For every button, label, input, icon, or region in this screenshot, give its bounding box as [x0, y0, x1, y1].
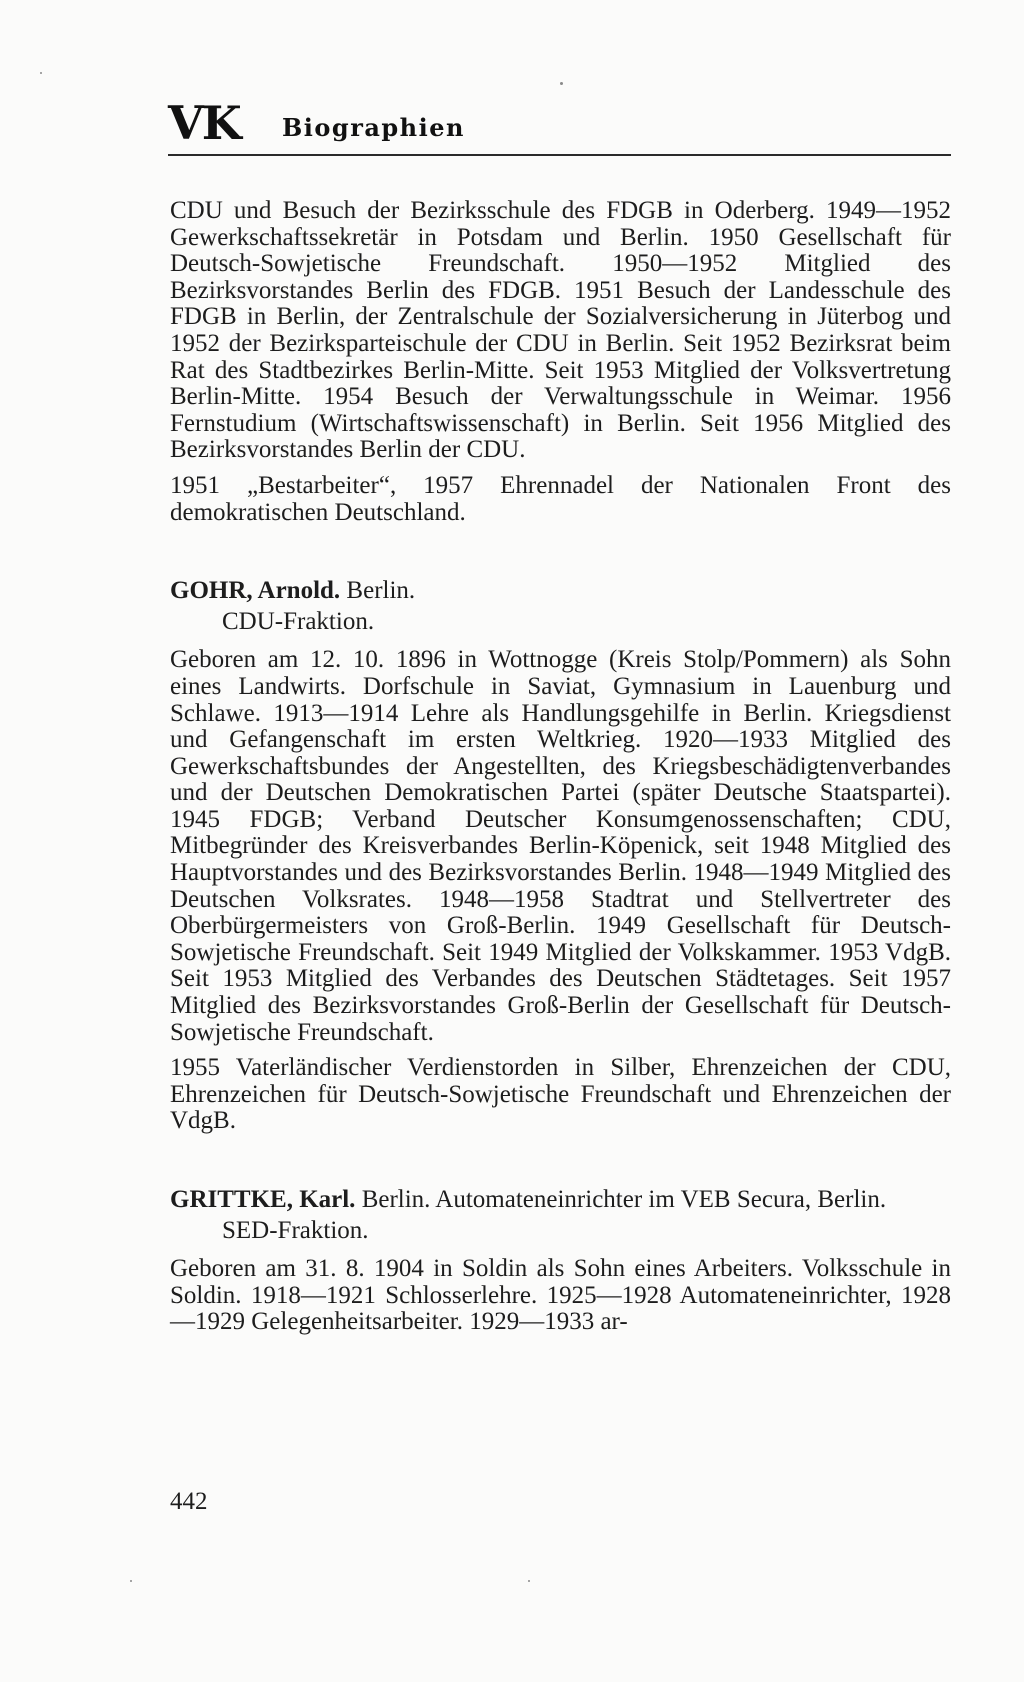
page-number: 442	[170, 1488, 208, 1515]
section-title: Biographien	[282, 113, 465, 142]
entry-heading	[170, 578, 951, 605]
section-logo: VK	[168, 96, 240, 150]
continued-awards-paragraph: 1951 „Bestarbeiter“, 1957 Ehrennadel der Nationalen Front des demokratischen Deutschland.	[170, 471, 951, 526]
biography-entry-grittke	[170, 1187, 951, 1336]
biography-entry-gohr	[170, 578, 951, 1135]
paper-speck	[40, 72, 42, 74]
entry-paragraph: Geboren am 31. 8. 1904 in Soldin als Sohn eines Arbeiters. Volksschule in Soldin. 1918—1921 Schlosserlehre. 1925—1928 Automateneinrichter, 1928—1929 Gelegenheitsarbeiter. 1929—1933 ar-	[170, 1255, 951, 1336]
entry-name: GRITTKE, Karl.	[170, 1186, 356, 1213]
paper-speck	[528, 1580, 530, 1582]
paper-speck	[560, 82, 563, 85]
entry-fraction: SED-Fraktion.	[222, 1216, 369, 1244]
continued-entry	[170, 198, 951, 526]
page-content	[170, 198, 951, 1345]
entry-details: Berlin. Automateneinrichter im VEB Secura, Berlin.	[361, 1186, 887, 1213]
entry-details: Berlin.	[346, 577, 416, 605]
paper-speck	[130, 1580, 132, 1582]
header-rule	[168, 154, 951, 156]
running-header	[168, 96, 951, 156]
continued-paragraph: CDU und Besuch der Bezirksschule des FDGB in Oderberg. 1949—1952 Gewerkschaftssekretär in Potsdam und Berlin. 1950 Gesellschaft für Deutsch-Sowjetische Freundschaft. 1950—1952 Mitglied des Bezirksvorstandes Berlin des FDGB. 1951 Besuch der Landesschule des FDGB in Berlin, der Zentralschule der Sozialversicherung in Jüterbog und 1952 der Bezirksparteischule der CDU in Berlin. Seit 1952 Bezirksrat beim Rat des Stadtbezirkes Berlin-Mitte. Seit 1953 Mitglied der Volksvertretung Berlin-Mitte. 1954 Besuch der Verwaltungsschule in Weimar. 1956 Fernstudium (Wirtschaftswissenschaft) in Berlin. Seit 1956 Mitglied des Bezirksvorstandes Berlin der CDU.	[170, 197, 951, 464]
entry-awards-paragraph: 1955 Vaterländischer Verdienstorden in Silber, Ehrenzeichen der CDU, Ehrenzeichen für Deutsch-Sowjetische Freundschaft und Ehrenzeichen der VdgB.	[170, 1054, 951, 1135]
entry-heading	[170, 1187, 951, 1214]
entry-name: GOHR, Arnold.	[170, 577, 341, 605]
entry-paragraph: Geboren am 12. 10. 1896 in Wottnogge (Kreis Stolp/Pommern) als Sohn eines Landwirts. Dorfschule in Saviat, Gymnasium in Lauenburg und Schlawe. 1913—1914 Lehre als Handlungsgehilfe in Berlin. Kriegsdienst und Gefangenschaft im ersten Weltkrieg. 1920—1933 Mitglied des Gewerkschaftsbundes der Angestellten, des Kriegsbeschädigtenverbandes und der Deutschen Demokratischen Partei (später Deutsche Staatspartei). 1945 FDGB; Verband Deutscher Konsumgenossenschaften; CDU, Mitbegründer des Kreisverbandes Berlin-Köpenick, seit 1948 Mitglied des Hauptvorstandes und des Bezirksvorstandes Berlin. 1948—1949 Mitglied des Deutschen Volksrates. 1948—1958 Stadtrat und Stellvertreter des Oberbürgermeisters von Groß-Berlin. 1949 Gesellschaft für Deutsch-Sowjetische Freundschaft. Seit 1949 Mitglied der Volkskammer. 1953 VdgB. Seit 1953 Mitglied des Verbandes des Deutschen Städtetages. Seit 1957 Mitglied des Bezirksvorstandes Groß-Berlin der Gesellschaft für Deutsch-Sowjetische Freundschaft.	[170, 646, 951, 1046]
entry-fraction: CDU-Fraktion.	[222, 607, 375, 635]
